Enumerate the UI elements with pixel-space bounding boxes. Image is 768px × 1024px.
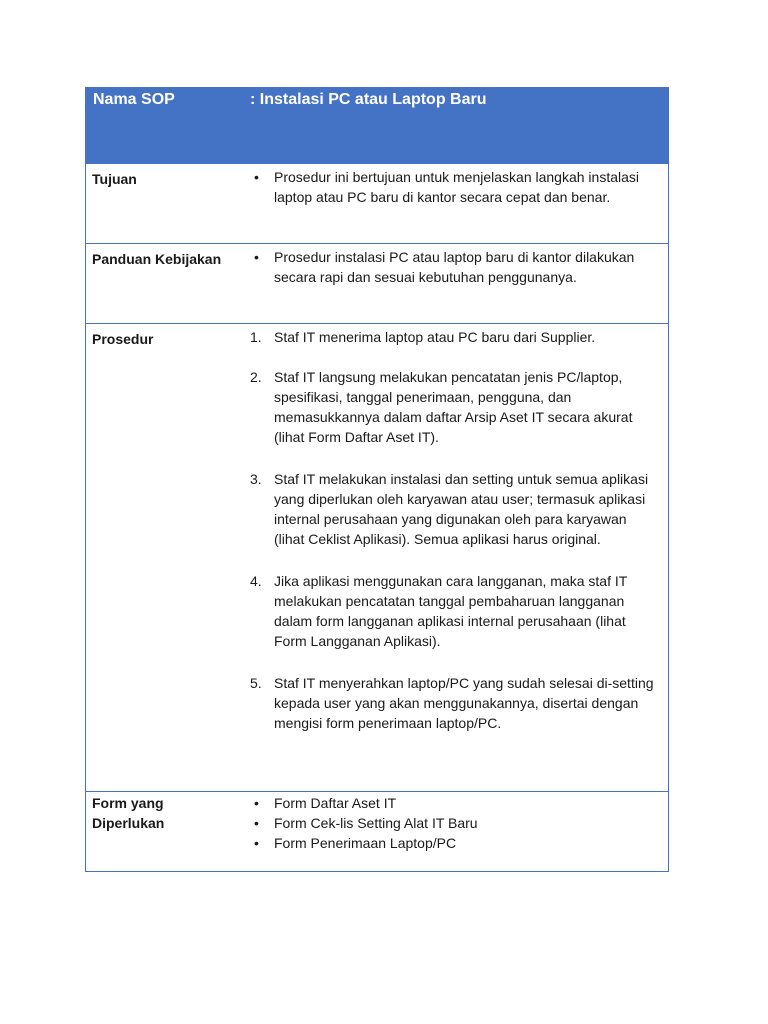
prosedur-row [86, 323, 668, 791]
form-label-line2: Diperlukan [92, 815, 165, 831]
form-label-line1: Form yang [92, 795, 164, 811]
form-row [86, 791, 668, 871]
list-item: • Form Cek-lis Setting Alat IT Baru [250, 813, 660, 833]
panduan-row [86, 243, 668, 323]
step-item [250, 327, 660, 347]
step-number: 2. [250, 369, 262, 385]
step-item [250, 469, 660, 549]
form-list [250, 793, 660, 853]
header-row [86, 88, 668, 163]
panduan-label: Panduan Kebijakan [92, 251, 222, 267]
panduan-content [250, 244, 668, 323]
form-label [86, 792, 250, 871]
step-text: Staf IT melakukan instalasi dan setting untuk semua aplikasi yang diperlukan oleh karyawan atau user; termasuk aplikasi internal perusahaan yang digunakan oleh para karyawan (lihat Ceklist Aplikasi). Semua aplikasi harus original. [274, 471, 649, 547]
step-number: 3. [250, 471, 262, 487]
sop-table [85, 87, 669, 872]
list-item: • Prosedur instalasi PC atau laptop baru di kantor dilakukan secara rapi dan sesuai kebutuhan penggunanya. [250, 247, 660, 287]
step-item [250, 367, 660, 447]
list-item: • Form Daftar Aset IT [250, 793, 660, 813]
tujuan-list [250, 167, 660, 207]
prosedur-steps [250, 327, 660, 733]
list-item: • Form Penerimaan Laptop/PC [250, 833, 660, 853]
panduan-list [250, 247, 660, 287]
prosedur-content [250, 324, 668, 791]
tujuan-row [86, 163, 668, 243]
tujuan-content [250, 164, 668, 243]
step-number: 1. [250, 329, 262, 345]
sop-name-label: Nama SOP [93, 91, 175, 108]
step-item [250, 673, 660, 733]
sop-name-value: : Instalasi PC atau Laptop Baru [250, 91, 487, 108]
list-item: • Prosedur ini bertujuan untuk menjelaskan langkah instalasi laptop atau PC baru di kantor secara cepat dan benar. [250, 167, 660, 207]
step-text: Staf IT menyerahkan laptop/PC yang sudah selesai di-setting kepada user yang akan menggunakannya, disertai dengan mengisi form penerimaan laptop/PC. [274, 675, 654, 731]
form-content [250, 792, 668, 871]
step-item [250, 571, 660, 651]
step-number: 5. [250, 675, 262, 691]
step-text: Staf IT menerima laptop atau PC baru dari Supplier. [274, 329, 596, 345]
prosedur-label: Prosedur [92, 331, 154, 347]
step-number: 4. [250, 573, 262, 589]
step-text: Staf IT langsung melakukan pencatatan jenis PC/laptop, spesifikasi, tanggal penerimaan, pengguna, dan memasukkannya dalam daftar Arsip Aset IT secara akurat (lihat Form Daftar Aset IT). [274, 369, 633, 445]
tujuan-label: Tujuan [92, 171, 137, 187]
step-text: Jika aplikasi menggunakan cara langganan, maka staf IT melakukan pencatatan tanggal pembaharuan langganan dalam form langganan aplikasi internal perusahaan (lihat Form Langganan Aplikasi). [274, 573, 628, 649]
